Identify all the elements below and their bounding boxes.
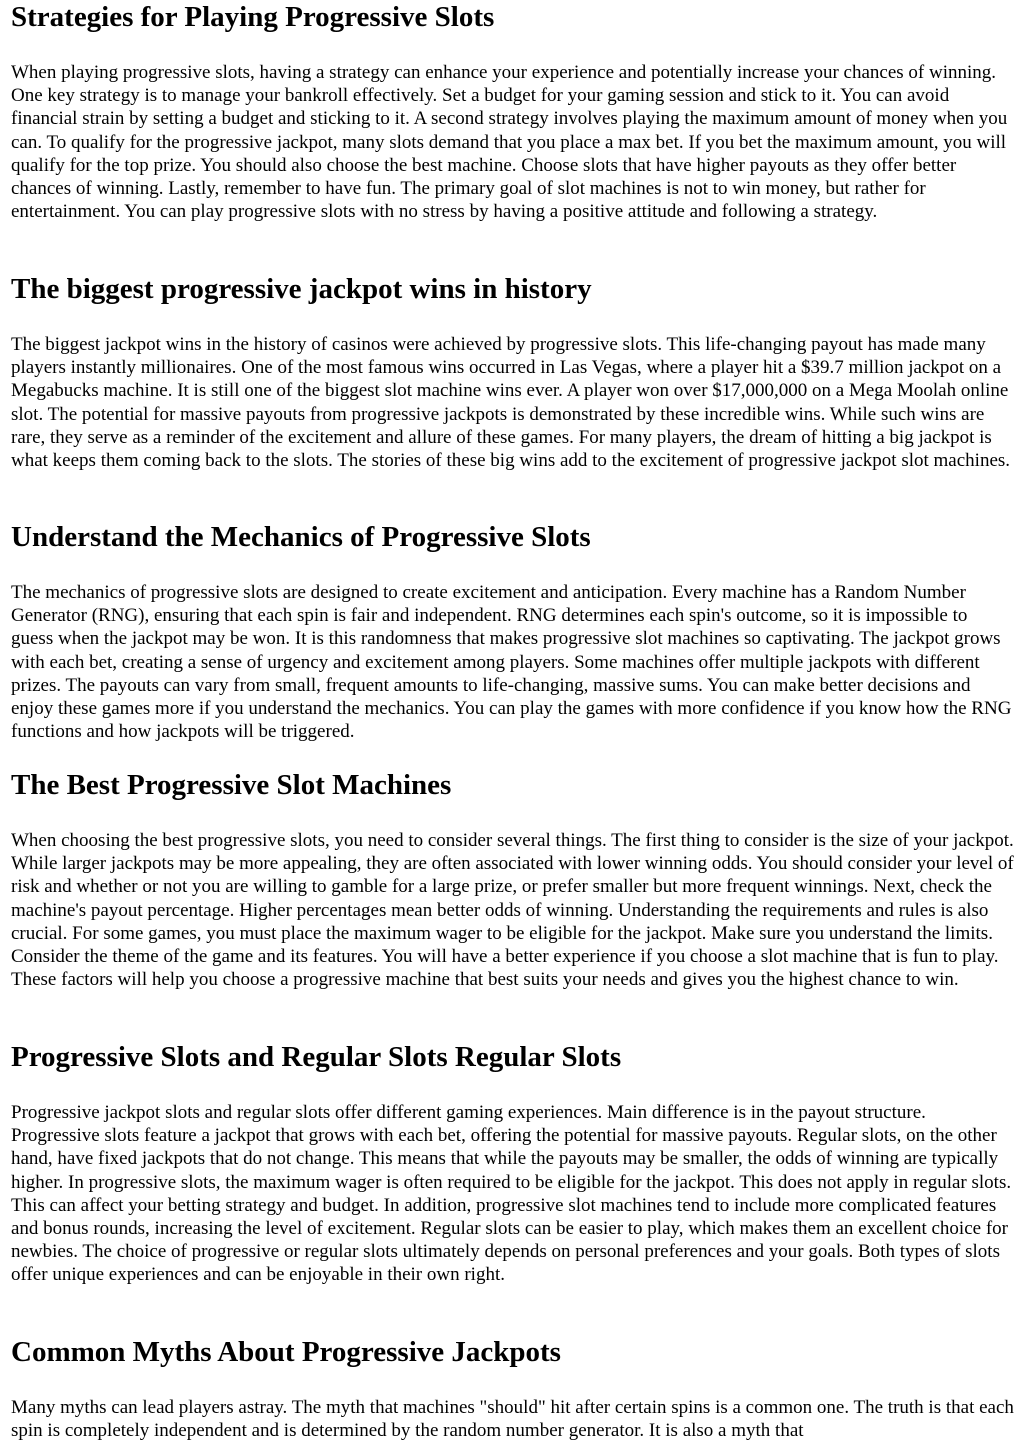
section-heading: Common Myths About Progressive Jackpots: [11, 1336, 561, 1368]
section-heading: The Best Progressive Slot Machines: [11, 769, 452, 801]
section-heading: Understand the Mechanics of Progressive Slots: [11, 521, 591, 553]
section-paragraph: When playing progressive slots, having a strategy can enhance your experience and potentially increase your chances of winning. One key strategy is to manage your bankroll effectively. Set a budget for your gaming session and stick to it. You can avoid financial strain by setting a budget and sticking to it. A second strategy involves playing the maximum amount of money when you can. To qualify for the progressive jackpot, many slots demand that you place a max bet. If you bet the maximum amount, you will qualify for the top prize. You should also choose the best machine. Choose slots that have higher payouts as they offer better chances of winning. Lastly, remember to have fun. The primary goal of slot machines is not to win money, but rather for entertainment. You can play progressive slots with no stress by having a positive attitude and following a strategy.: [11, 62, 1008, 223]
section-paragraph: The biggest jackpot wins in the history of casinos were achieved by progressive slots. This life-changing payout has made many players instantly millionaires. One of the most famous wins occurred in Las Vegas, where a player hit a $39.7 million jackpot on a Megabucks machine. It is still one of the biggest slot machine wins ever. A player won over $17,000,000 on a Mega Moolah online slot. The potential for massive payouts from progressive jackpots is demonstrated by these incredible wins. While such wins are rare, they serve as a reminder of the excitement and allure of these games. For many players, the dream of hitting a big jackpot is what keeps them coming back to the slots. The stories of these big wins add to the excitement of progressive jackpot slot machines.: [11, 334, 1011, 472]
section-heading: The biggest progressive jackpot wins in history: [11, 273, 592, 305]
section-paragraph: Progressive jackpot slots and regular slots offer different gaming experiences. Main difference is in the payout structure. Progressive slots feature a jackpot that grows with each bet, offering the potential for massive payouts. Regular slots, on the other hand, have fixed jackpots that do not change. This means that while the payouts may be smaller, the odds of winning are typically higher. In progressive slots, the maximum wager is often required to be eligible for the jackpot. This does not apply in regular slots. This can affect your betting strategy and budget. In addition, progressive slot machines tend to include more complicated features and bonus rounds, increasing the level of excitement. Regular slots can be easier to play, which makes them an excellent choice for newbies. The choice of progressive or regular slots ultimately depends on personal preferences and your goals. Both types of slots offer unique experiences and can be enjoyable in their own right.: [11, 1102, 1012, 1286]
section-heading: Progressive Slots and Regular Slots Regular Slots: [11, 1041, 622, 1073]
section-paragraph: When choosing the best progressive slots, you need to consider several things. The first thing to consider is the size of your jackpot. While larger jackpots may be more appealing, they are often associated with lower winning odds. You should consider your level of risk and whether or not you are willing to gamble for a large prize, or prefer smaller but more frequent winnings. Next, check the machine's payout percentage. Higher percentages mean better odds of winning. Understanding the requirements and rules is also crucial. For some games, you must place the maximum wager to be eligible for the jackpot. Make sure you understand the limits. Consider the theme of the game and its features. You will have a better experience if you choose a slot machine that is fun to play. These factors will help you choose a progressive machine that best suits your needs and gives you the highest chance to win.: [11, 830, 1014, 991]
section-paragraph: The mechanics of progressive slots are designed to create excitement and anticipation. Every machine has a Random Number Generator (RNG), ensuring that each spin is fair and independent. RNG determines each spin's outcome, so it is impossible to guess when the jackpot may be won. It is this randomness that makes progressive slot machines so captivating. The jackpot grows with each bet, creating a sense of urgency and excitement among players. Some machines offer multiple jackpots with different prizes. The payouts can vary from small, frequent amounts to life-changing, massive sums. You can make better decisions and enjoy these games more if you understand the mechanics. You can play the games with more confidence if you know how the RNG functions and how jackpots will be triggered.: [11, 582, 1012, 743]
section-heading: Strategies for Playing Progressive Slots: [11, 1, 495, 33]
section-paragraph: Many myths can lead players astray. The myth that machines "should" hit after certain spins is a common one. The truth is that each spin is completely independent and is determined by the random number generator. It is also a myth that: [11, 1397, 1014, 1442]
